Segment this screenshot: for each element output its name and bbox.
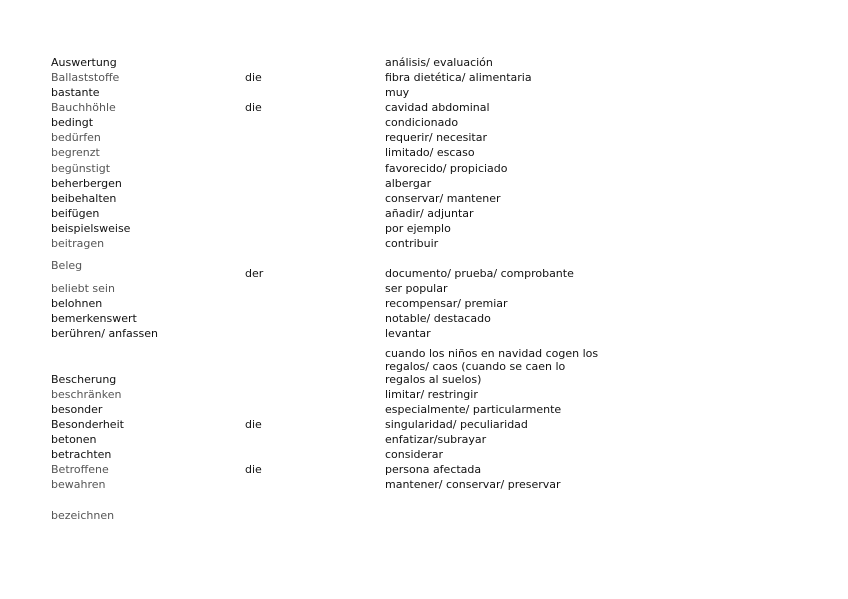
translation: limitado/ escaso: [385, 146, 475, 159]
article: die: [245, 463, 262, 476]
german-word: beherbergen: [51, 177, 122, 190]
german-word: Ballaststoffe: [51, 71, 120, 84]
article: der: [245, 267, 264, 280]
translation: considerar: [385, 448, 444, 461]
german-word: begünstigt: [51, 162, 111, 175]
german-word: beitragen: [51, 237, 105, 250]
german-word: Betroffene: [51, 463, 109, 476]
article: die: [245, 101, 262, 114]
german-word: beifügen: [51, 207, 100, 220]
translation: singularidad/ peculiaridad: [385, 418, 528, 431]
german-word: besonder: [51, 403, 103, 416]
translation: contribuir: [385, 237, 439, 250]
translation: limitar/ restringir: [385, 388, 478, 401]
translation-line: regalos/ caos (cuando se caen lo: [385, 360, 566, 373]
german-word: bewahren: [51, 478, 106, 491]
german-word: betrachten: [51, 448, 112, 461]
translation: muy: [385, 86, 410, 99]
german-word: bedingt: [51, 116, 94, 129]
translation: análisis/ evaluación: [385, 56, 493, 69]
translation: por ejemplo: [385, 222, 451, 235]
german-word: Besonderheit: [51, 418, 124, 431]
translation: requerir/ necesitar: [385, 131, 487, 144]
translation: fibra dietética/ alimentaria: [385, 71, 532, 84]
german-word: bastante: [51, 86, 100, 99]
translation: cavidad abdominal: [385, 101, 490, 114]
german-word: beliebt sein: [51, 282, 115, 295]
german-word: Auswertung: [51, 56, 117, 69]
translation: documento/ prueba/ comprobante: [385, 267, 574, 280]
translation: mantener/ conservar/ preservar: [385, 478, 561, 491]
translation: persona afectada: [385, 463, 482, 476]
translation: albergar: [385, 177, 432, 190]
german-word: bezeichnen: [51, 509, 115, 522]
translation: añadir/ adjuntar: [385, 207, 474, 220]
translation: notable/ destacado: [385, 312, 491, 325]
german-word: bedürfen: [51, 131, 101, 144]
translation: recompensar/ premiar: [385, 297, 508, 310]
german-word: begrenzt: [51, 146, 100, 159]
article: die: [245, 418, 262, 431]
translation-line: cuando los niños en navidad cogen los: [385, 347, 599, 360]
german-word: Bescherung: [51, 373, 117, 386]
translation: conservar/ mantener: [385, 192, 501, 205]
translation: enfatizar/subrayar: [385, 433, 487, 446]
german-word: bemerkenswert: [51, 312, 137, 325]
translation: ser popular: [385, 282, 448, 295]
german-word: berühren/ anfassen: [51, 327, 158, 340]
translation: condicionado: [385, 116, 459, 129]
german-word: beispielsweise: [51, 222, 131, 235]
translation: favorecido/ propiciado: [385, 162, 508, 175]
article: die: [245, 71, 262, 84]
german-word: betonen: [51, 433, 97, 446]
german-word: beibehalten: [51, 192, 117, 205]
german-word: Beleg: [51, 259, 83, 272]
german-word: beschränken: [51, 388, 122, 401]
german-word: belohnen: [51, 297, 103, 310]
german-word: Bauchhöhle: [51, 101, 116, 114]
translation: levantar: [385, 327, 431, 340]
translation-line: regalos al suelos): [385, 373, 482, 386]
translation: especialmente/ particularmente: [385, 403, 562, 416]
